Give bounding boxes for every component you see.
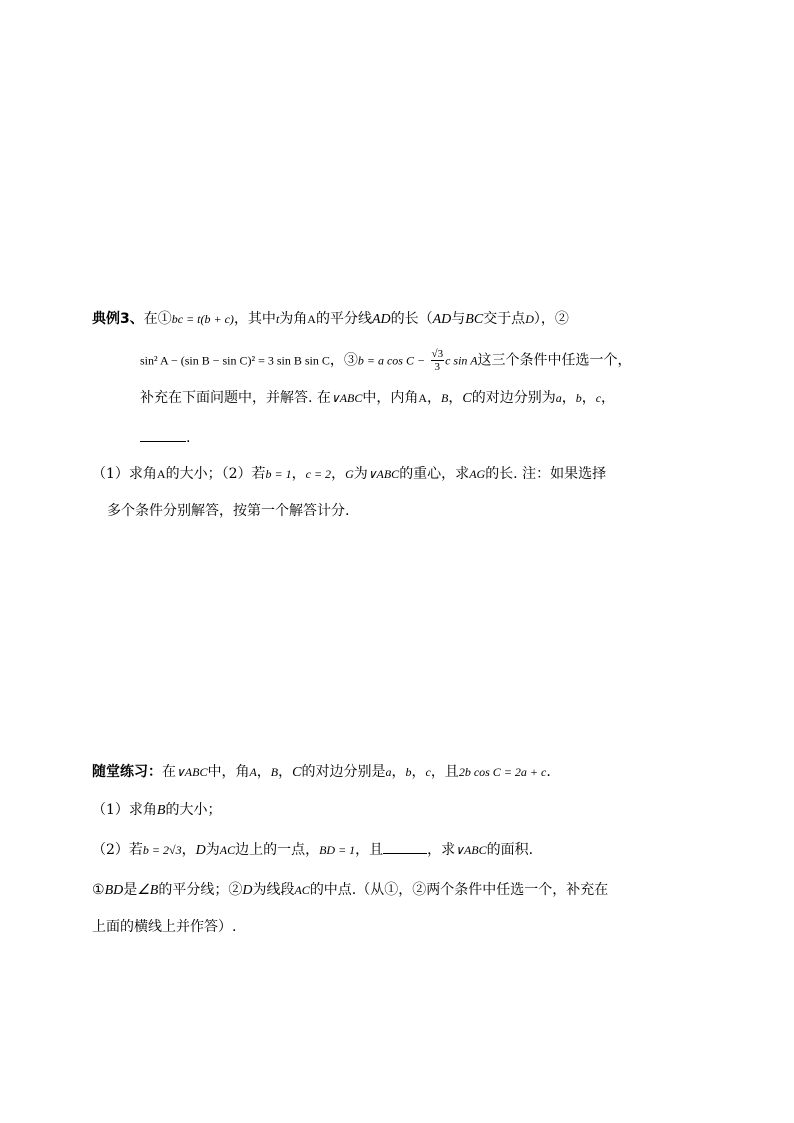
- example3-line-3: 补充在下面问题中，并解答. 在∨ABC中，内角A，B，C的对边分别为a，b，c，: [140, 390, 616, 406]
- practice-answer-blank[interactable]: [383, 839, 427, 854]
- practice-conditions: ①BD是∠B的平分线；②D为线段AC的中点.（从①，②两个条件中任选一个，补充在: [92, 882, 609, 898]
- example3-questions: （1）求角A的大小；（2）若b = 1，c = 2，G为∨ABC的重心，求AG的长. 注：如果选择: [92, 466, 607, 482]
- condition-2-formula: sin² A − (sin B − sin C)² = 3 sin B sin C: [140, 353, 330, 368]
- condition-1-formula: bc = t(b + c): [171, 312, 234, 326]
- example3-questions-line-2: 多个条件分别解答，按第一个解答计分.: [107, 503, 350, 519]
- condition-3-formula: b = a cos C −: [357, 353, 426, 368]
- example3-line-4: .: [140, 427, 190, 448]
- practice-label: 随堂练习：: [92, 764, 162, 780]
- practice-question-2: （2）若b = 2√3，D为AC边上的一点，BD = 1，且 ，求∨ABC的面积.: [92, 839, 533, 861]
- given-equation: 2b cos C = 2a + c: [458, 765, 547, 779]
- practice-line-1: 随堂练习：在∨ABC中，角A，B，C的对边分别是a，b，c，且2b cos C = 2a + c.: [92, 764, 551, 780]
- answer-blank[interactable]: [140, 427, 186, 442]
- example3-line-1: 典例3、在①bc = t(b + c)，其中t为角A的平分线AD的长（AD与BC交于点D），②: [92, 311, 569, 327]
- example3-line-2: sin² A − (sin B − sin C)² = 3 sin B sin C，③b = a cos C − $\frac{√3}{3}$ c sin A这三个条件中任选一个，: [140, 348, 632, 373]
- sqrt3-over-3-fraction: $\frac{√3}{3}$: [431, 348, 444, 373]
- practice-question-1: （1）求角B的大小；: [92, 802, 222, 818]
- example3-label: 典例3、: [92, 311, 144, 327]
- practice-conditions-line-2: 上面的横线上并作答）.: [92, 919, 237, 935]
